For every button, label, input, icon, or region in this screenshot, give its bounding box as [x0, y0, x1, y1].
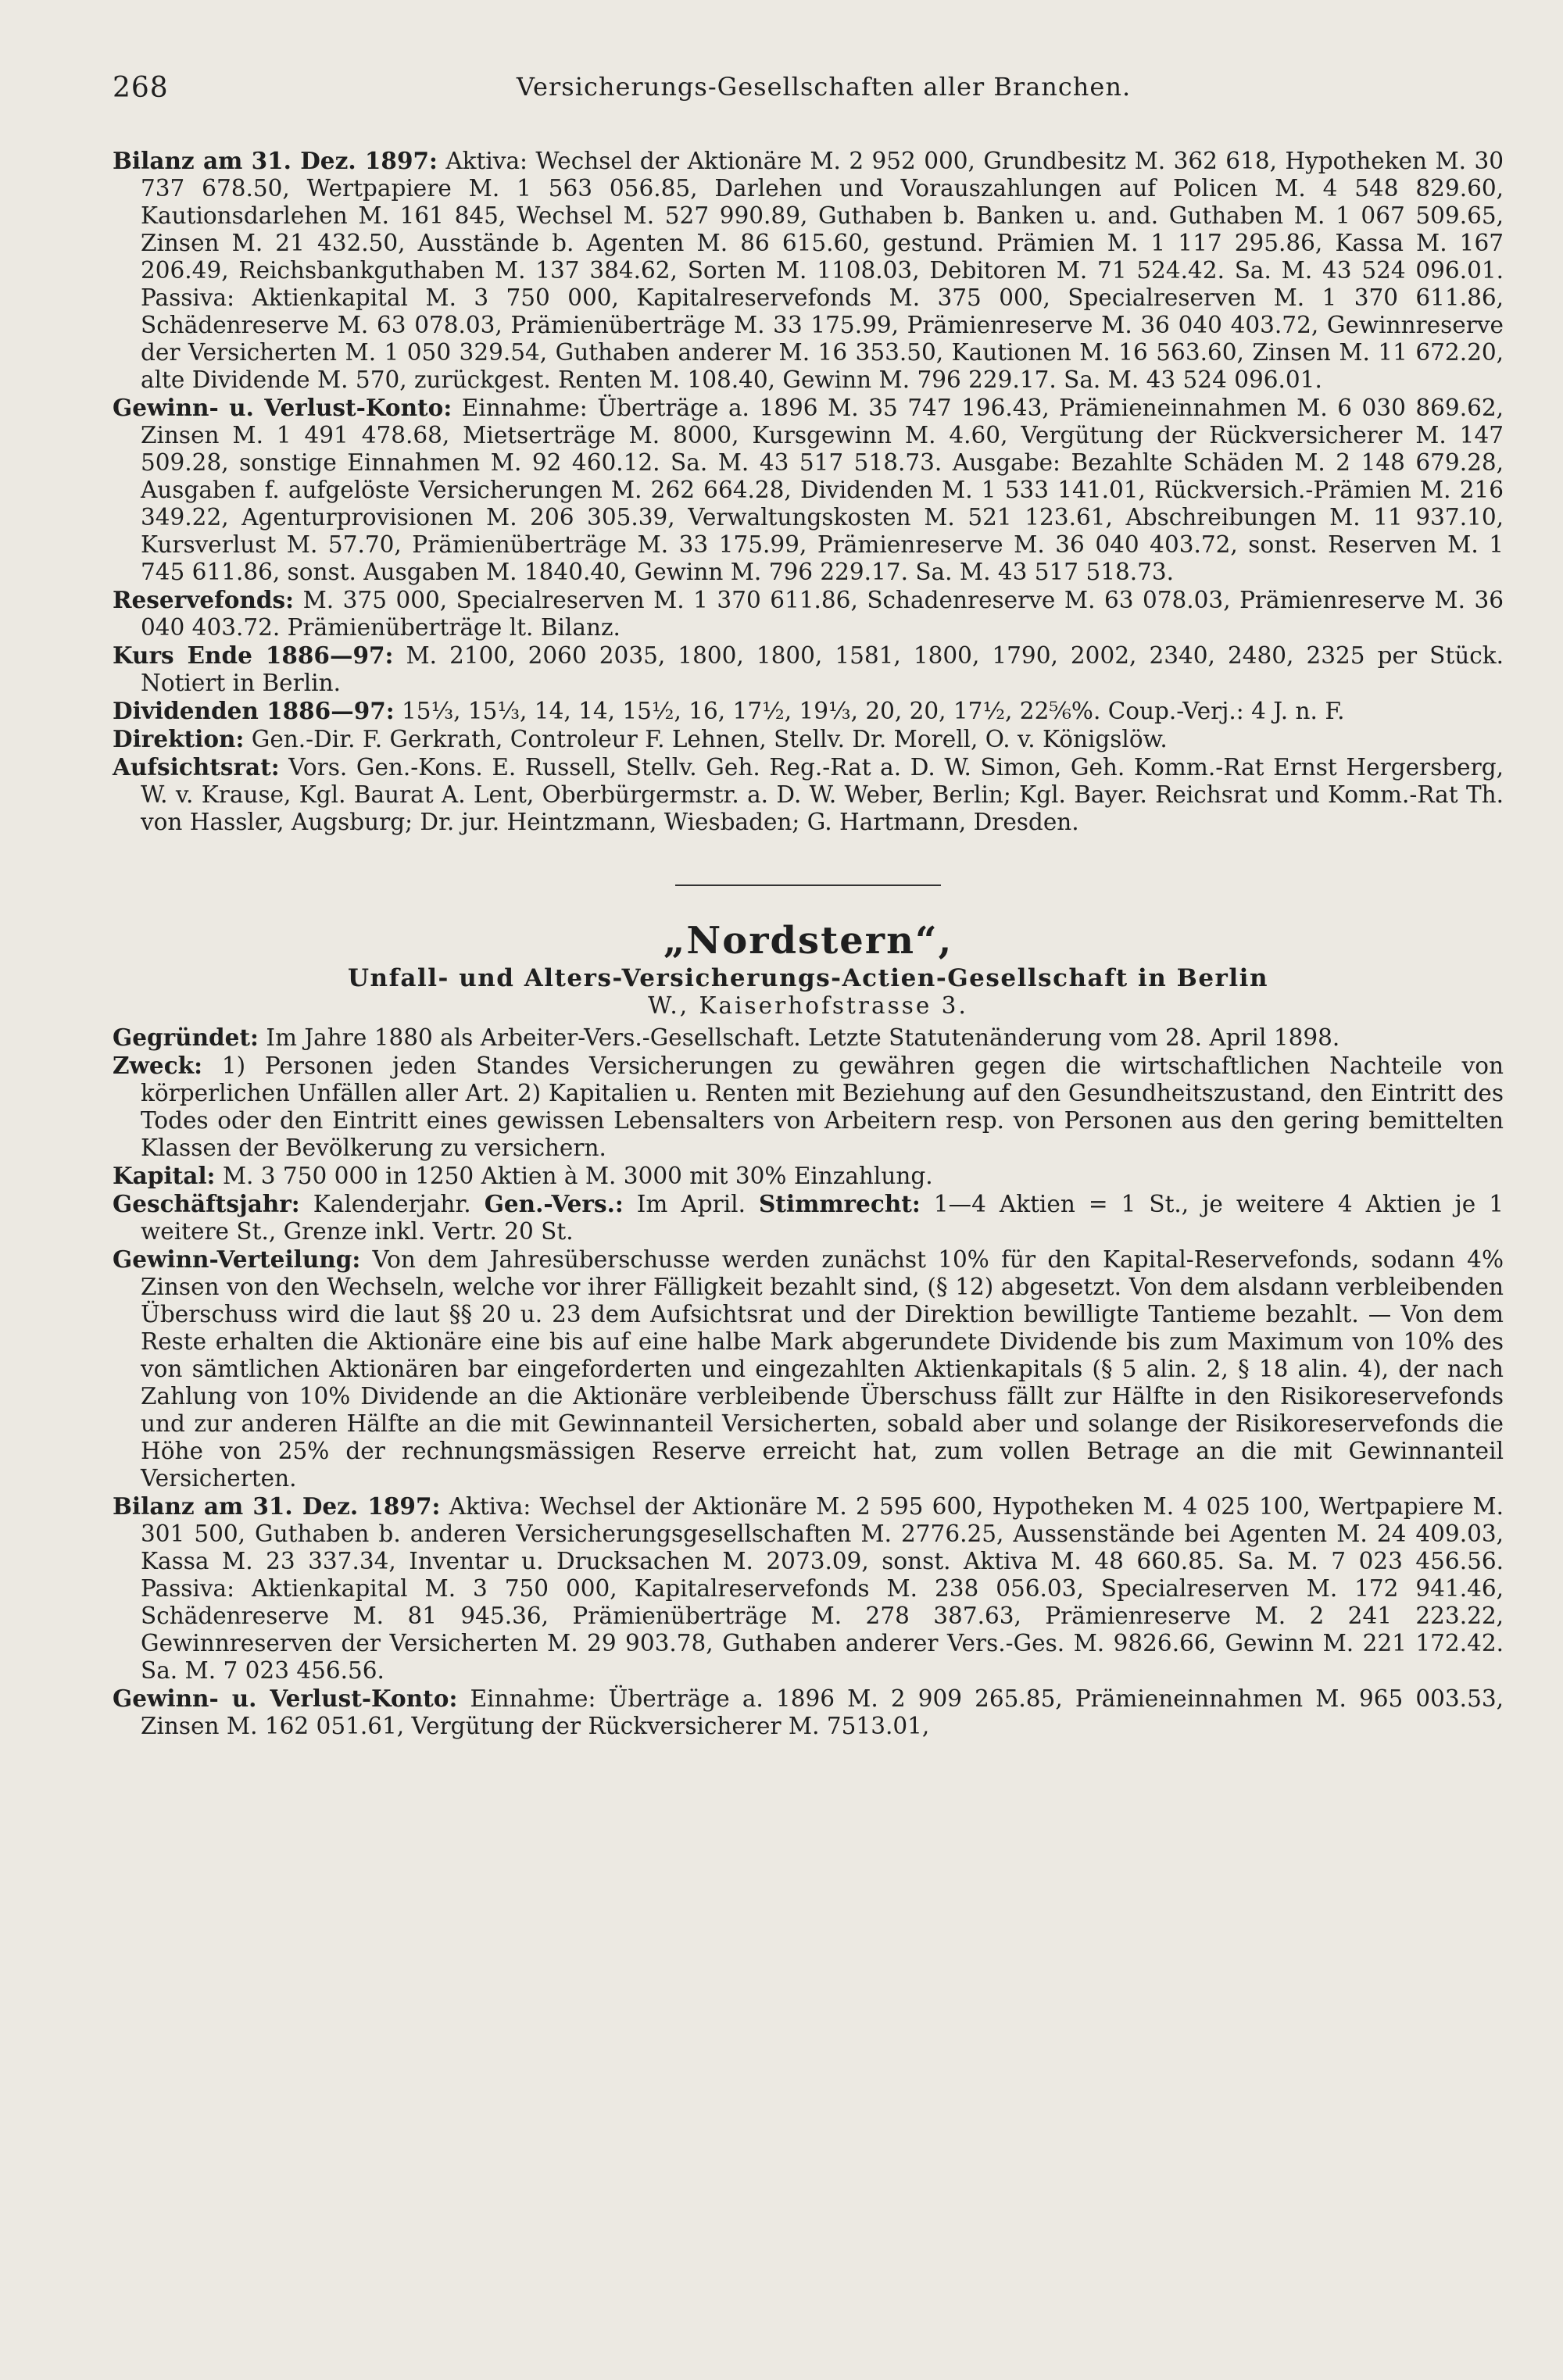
prev-aufsichtsrat-label: Aufsichtsrat:	[113, 753, 280, 781]
gewinn-entry	[113, 1685, 1504, 1740]
prev-dividenden-entry	[113, 697, 1504, 725]
kapital-text: M. 3 750 000 in 1250 Aktien à M. 3000 mit 30% Einzahlung.	[222, 1163, 933, 1189]
gewinn-text: Einnahme: Überträge a. 1896 M. 2 909 265.85, Prämieneinnahmen M. 965 003.53, Zinsen M. 162 051.61, Vergütung der Rückversicherer M. 7513.01,	[141, 1685, 1504, 1739]
running-title: Versicherungs-Gesellschaften aller Branchen.	[516, 72, 1132, 102]
gewinnverteilung-text: Von dem Jahresüberschusse werden zunächst 10% für den Kapital-Reservefonds, sodann 4% Zinsen von den Wechseln, welche vor ihrer Fälligkeit bezahlt sind, (§ 12) abgesetzt. Von dem alsdann verbleibenden Überschuss wird die laut §§ 20 u. 23 dem Aufsichtsrat und der Direktion bewilligte Tantieme bezahlt. — Von dem Reste erhalten die Aktionäre eine bis auf eine halbe Mark abgerundete Dividende bis zum Maximum von 10% des von sämtlichen Aktionären bar eingeforderten und eingezahlten Aktienkapitals (§ 5 alin. 2, § 18 alin. 4), der nach Zahlung von 10% Dividende an die Aktionäre verbleibende Überschuss fällt zur Hälfte in den Risikoreservefonds und zur anderen Hälfte an die mit Gewinnanteil Versicherten, sobald aber und solange der Risikoreservefonds die Höhe von 25% der rechnungsmässigen Reserve erreicht hat, zum vollen Betrage an die mit Gewinnanteil Versicherten.	[141, 1246, 1504, 1492]
prev-bilanz-entry	[113, 147, 1504, 394]
prev-aufsichtsrat-entry	[113, 753, 1504, 836]
company-address: W., Kaiserhofstrasse 3.	[648, 992, 968, 1019]
prev-gewinn-label: Gewinn- u. Verlust-Konto:	[113, 394, 452, 421]
prev-direktion-entry	[113, 725, 1504, 753]
gewinnverteilung-label: Gewinn-Verteilung:	[113, 1245, 361, 1273]
genvers-label: Gen.-Vers.:	[484, 1190, 624, 1217]
prev-reservefonds-text: M. 375 000, Specialreserven M. 1 370 611.86, Schadenreserve M. 63 078.03, Prämienreserve M. 36 040 403.72. Prämienüberträge lt. Bilanz.	[141, 587, 1504, 641]
zweck-text: 1) Personen jeden Standes Versicherungen zu gewähren gegen die wirtschaftlichen Nachteile von körperlichen Unfällen aller Art. 2) Kapitalien u. Renten mit Beziehung auf den Gesundheitszustand, den Eintritt des Todes oder den Eintritt eines gewissen Lebensalters von Arbeitern resp. von Personen aus den gering bemittelten Klassen der Bevölkerung zu versichern.	[141, 1052, 1504, 1161]
running-header	[113, 61, 1504, 116]
prev-gewinn-entry	[113, 394, 1504, 586]
geschaeftsjahr-label: Geschäftsjahr:	[113, 1190, 300, 1217]
prev-reservefonds-entry	[113, 586, 1504, 641]
kapital-label: Kapital:	[113, 1162, 216, 1189]
prev-dividenden-label: Dividenden 1886—97:	[113, 697, 395, 724]
section-divider	[675, 884, 941, 886]
prev-reservefonds-label: Reservefonds:	[113, 586, 295, 613]
geschaeftsjahr-entry	[113, 1190, 1504, 1245]
prev-kurs-entry	[113, 641, 1504, 697]
genvers-text: Im April.	[636, 1191, 746, 1217]
prev-dividenden-text: 15⅓, 15⅓, 14, 14, 15½, 16, 17½, 19⅓, 20, 20, 17½, 22⅚%. Coup.-Verj.: 4 J. n. F.	[402, 698, 1345, 724]
previous-company-section	[113, 147, 1504, 836]
gegruendet-label: Gegründet:	[113, 1024, 259, 1051]
stimmrecht-label: Stimmrecht:	[758, 1190, 921, 1217]
prev-direktion-label: Direktion:	[113, 725, 245, 752]
company-subtitle: Unfall- und Alters-Versicherungs-Actien-Gesellschaft in Berlin	[348, 964, 1268, 992]
stimmrecht-text: 1—4 Aktien = 1 St., je weitere 4 Aktien je 1 weitere St., Grenze inkl. Vertr. 20 St.	[141, 1191, 1504, 1245]
page-number: 268	[113, 72, 169, 104]
prev-bilanz-text: Aktiva: Wechsel der Aktionäre M. 2 952 000, Grundbesitz M. 362 618, Hypotheken M. 30 737 678.50, Wertpapiere M. 1 563 056.85, Darlehen und Vorauszahlungen auf Policen M. 4 548 829.60, Kautionsdarlehen M. 161 845, Wechsel M. 527 990.89, Guthaben b. Banken u. and. Guthaben M. 1 067 509.65, Zinsen M. 21 432.50, Ausstände b. Agenten M. 86 615.60, gestund. Prämien M. 1 117 295.86, Kassa M. 167 206.49, Reichsbankguthaben M. 137 384.62, Sorten M. 1108.03, Debitoren M. 71 524.42. Sa. M. 43 524 096.01. Passiva: Aktienkapital M. 3 750 000, Kapitalreservefonds M. 375 000, Specialreserven M. 1 370 611.86, Schädenreserve M. 63 078.03, Prämienüberträge M. 33 175.99, Prämienreserve M. 36 040 403.72, Gewinnreserve der Versicherten M. 1 050 329.54, Guthaben anderer M. 16 353.50, Kautionen M. 16 563.60, Zinsen M. 11 672.20, alte Dividende M. 570, zurückgest. Renten M. 108.40, Gewinn M. 796 229.17. Sa. M. 43 524 096.01.	[141, 148, 1504, 393]
kapital-entry	[113, 1162, 1504, 1190]
gewinnverteilung-entry	[113, 1245, 1504, 1492]
company-title: „Nordstern“,	[663, 919, 953, 963]
prev-direktion-text: Gen.-Dir. F. Gerkrath, Controleur F. Lehnen, Stellv. Dr. Morell, O. v. Königslöw.	[251, 726, 1168, 752]
zweck-label: Zweck:	[113, 1052, 202, 1079]
bilanz-entry	[113, 1492, 1504, 1685]
zweck-entry	[113, 1052, 1504, 1162]
nordstern-section	[113, 1024, 1504, 1740]
geschaeftsjahr-text: Kalenderjahr.	[313, 1191, 471, 1217]
gegruendet-entry	[113, 1024, 1504, 1052]
prev-kurs-text: M. 2100, 2060 2035, 1800, 1800, 1581, 1800, 1790, 2002, 2340, 2480, 2325 per Stück. Notiert in Berlin.	[141, 642, 1504, 696]
bilanz-label: Bilanz am 31. Dez. 1897:	[113, 1492, 441, 1520]
gegruendet-text: Im Jahre 1880 als Arbeiter-Vers.-Gesellschaft. Letzte Statutenänderung vom 28. April 1898.	[266, 1024, 1340, 1051]
prev-bilanz-label: Bilanz am 31. Dez. 1897:	[113, 147, 438, 174]
prev-kurs-label: Kurs Ende 1886—97:	[113, 641, 394, 669]
gewinn-label: Gewinn- u. Verlust-Konto:	[113, 1685, 458, 1712]
prev-gewinn-text: Einnahme: Überträge a. 1896 M. 35 747 196.43, Prämieneinnahmen M. 6 030 869.62, Zinsen M. 1 491 478.68, Mietserträge M. 8000, Kursgewinn M. 4.60, Vergütung der Rückversicherer M. 147 509.28, sonstige Einnahmen M. 92 460.12. Sa. M. 43 517 518.73. Ausgabe: Bezahlte Schäden M. 2 148 679.28, Ausgaben f. aufgelöste Versicherungen M. 262 664.28, Dividenden M. 1 533 141.01, Rückversich.-Prämien M. 216 349.22, Agenturprovisionen M. 206 305.39, Verwaltungskosten M. 521 123.61, Abschreibungen M. 11 937.10, Kursverlust M. 57.70, Prämienüberträge M. 33 175.99, Prämienreserve M. 36 040 403.72, sonst. Reserven M. 1 745 611.86, sonst. Ausgaben M. 1840.40, Gewinn M. 796 229.17. Sa. M. 43 517 518.73.	[141, 395, 1504, 585]
bilanz-text: Aktiva: Wechsel der Aktionäre M. 2 595 600, Hypotheken M. 4 025 100, Wertpapiere M. 301 500, Guthaben b. anderen Versicherungsgesellschaften M. 2776.25, Aussenstände bei Agenten M. 24 409.03, Kassa M. 23 337.34, Inventar u. Drucksachen M. 2073.09, sonst. Aktiva M. 48 660.85. Sa. M. 7 023 456.56. Passiva: Aktienkapital M. 3 750 000, Kapitalreservefonds M. 238 056.03, Specialreserven M. 172 941.46, Schädenreserve M. 81 945.36, Prämienüberträge M. 278 387.63, Prämienreserve M. 2 241 223.22, Gewinnreserven der Versicherten M. 29 903.78, Guthaben anderer Vers.-Ges. M. 9826.66, Gewinn M. 221 172.42. Sa. M. 7 023 456.56.	[141, 1493, 1504, 1684]
prev-aufsichtsrat-text: Vors. Gen.-Kons. E. Russell, Stellv. Geh. Reg.-Rat a. D. W. Simon, Geh. Komm.-Rat Ernst Hergersberg, W. v. Krause, Kgl. Baurat A. Lent, Oberbürgermstr. a. D. W. Weber, Berlin; Kgl. Bayer. Reichsrat und Komm.-Rat Th. von Hassler, Augsburg; Dr. jur. Heintzmann, Wiesbaden; G. Hartmann, Dresden.	[141, 754, 1504, 835]
